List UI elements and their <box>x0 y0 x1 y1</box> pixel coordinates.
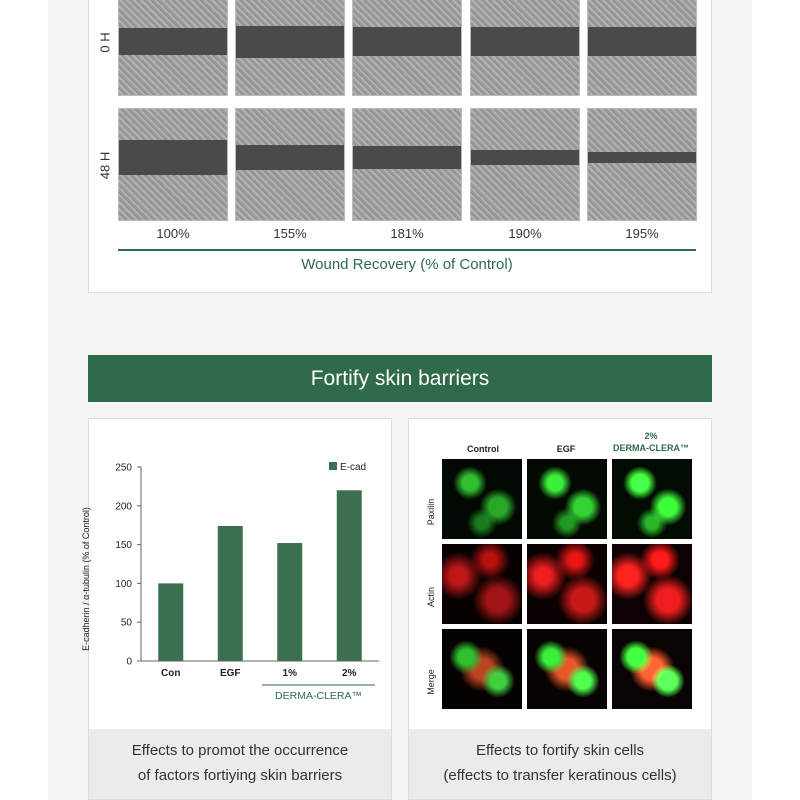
bar-1pct <box>277 543 302 661</box>
bar-2pct <box>337 490 362 661</box>
micro-actin-2pct <box>612 544 692 624</box>
micro-merge-egf <box>527 629 607 709</box>
recovery-percent-3: 181% <box>390 226 424 241</box>
wound-gap <box>588 27 696 56</box>
scratch-image-48h-3 <box>352 108 462 221</box>
ecad-chart-card <box>81 418 392 800</box>
microscopy-caption <box>409 729 711 799</box>
x-tick-label: Con <box>161 668 181 679</box>
wound-gap <box>119 28 227 55</box>
wound-gap <box>471 150 579 164</box>
recovery-percent-5: 195% <box>625 226 659 241</box>
microscopy-caption-line-1: Effects to fortify skin cells <box>475 742 645 759</box>
x-tick-label: 1% <box>282 668 297 679</box>
micro-actin-control <box>442 544 522 624</box>
scratch-image-0h-2 <box>235 0 345 96</box>
scratch-image-0h-5 <box>587 0 697 96</box>
x-tick-label: EGF <box>219 668 241 679</box>
micro-paxilin-egf <box>527 459 607 539</box>
bar-con <box>158 583 183 661</box>
col-label-2pct: 2% <box>644 431 658 441</box>
scratch-image-0h-3 <box>352 0 462 96</box>
micro-merge-control <box>442 629 522 709</box>
y-axis-label: E-cadherin / α-tubulin (% of Control) <box>81 507 91 651</box>
row-label-actin: Actin <box>426 587 436 608</box>
group-label: DERMA-CLERA™ <box>275 690 362 702</box>
y-tick-label: 50 <box>120 617 132 629</box>
ecad-chart-caption <box>89 729 391 799</box>
micro-paxilin-control <box>442 459 522 539</box>
micro-actin-egf <box>527 544 607 624</box>
axis-rule <box>118 249 696 251</box>
wound-recovery-caption: Wound Recovery (% of Control) <box>301 256 513 273</box>
wound-gap <box>588 152 696 163</box>
micro-merge-2pct <box>612 629 692 709</box>
wound-gap <box>353 146 461 168</box>
row-label-48h: 48 H <box>97 151 113 180</box>
ecad-bar-chart <box>81 419 391 729</box>
wound-gap <box>353 27 461 56</box>
wound-gap <box>471 27 579 56</box>
bar-egf <box>218 526 243 661</box>
section-title: Fortify skin barriers <box>88 355 712 402</box>
x-tick-label: 2% <box>342 668 357 679</box>
microscopy-card <box>408 418 712 800</box>
recovery-percent-1: 100% <box>156 226 190 241</box>
legend-label: E-cad <box>340 462 367 473</box>
y-tick-label: 150 <box>115 540 132 552</box>
col-sublabel-derma-clera: DERMA-CLERA™ <box>613 443 689 453</box>
legend-swatch <box>329 462 337 470</box>
wound-gap <box>236 26 344 58</box>
wound-gap <box>119 140 227 175</box>
recovery-percent-4: 190% <box>508 226 542 241</box>
scratch-image-48h-1 <box>118 108 228 221</box>
recovery-percent-2: 155% <box>273 226 307 241</box>
col-label-egf: EGF <box>556 444 576 454</box>
scratch-image-48h-5 <box>587 108 697 221</box>
y-tick-label: 200 <box>115 501 132 513</box>
row-label-0h: 0 H <box>97 32 113 53</box>
scratch-image-48h-4 <box>470 108 580 221</box>
col-label-control: Control <box>467 444 499 454</box>
ecad-caption-line-1: Effects to promot the occurrence <box>131 742 349 759</box>
scratch-image-0h-4 <box>470 0 580 96</box>
ecad-caption-line-2: of factors fortiying skin barriers <box>137 767 343 784</box>
row-label-merge: Merge <box>426 669 436 695</box>
scratch-image-48h-2 <box>235 108 345 221</box>
y-tick-label: 250 <box>115 462 132 474</box>
micro-paxilin-2pct <box>612 459 692 539</box>
y-tick-label: 100 <box>115 578 132 590</box>
row-label-paxilin: Paxilin <box>426 498 436 526</box>
scratch-image-0h-1 <box>118 0 228 96</box>
microscopy-caption-line-2: (effects to transfer keratinous cells) <box>443 767 677 784</box>
wound-gap <box>236 145 344 171</box>
y-tick-label: 0 <box>126 656 132 668</box>
